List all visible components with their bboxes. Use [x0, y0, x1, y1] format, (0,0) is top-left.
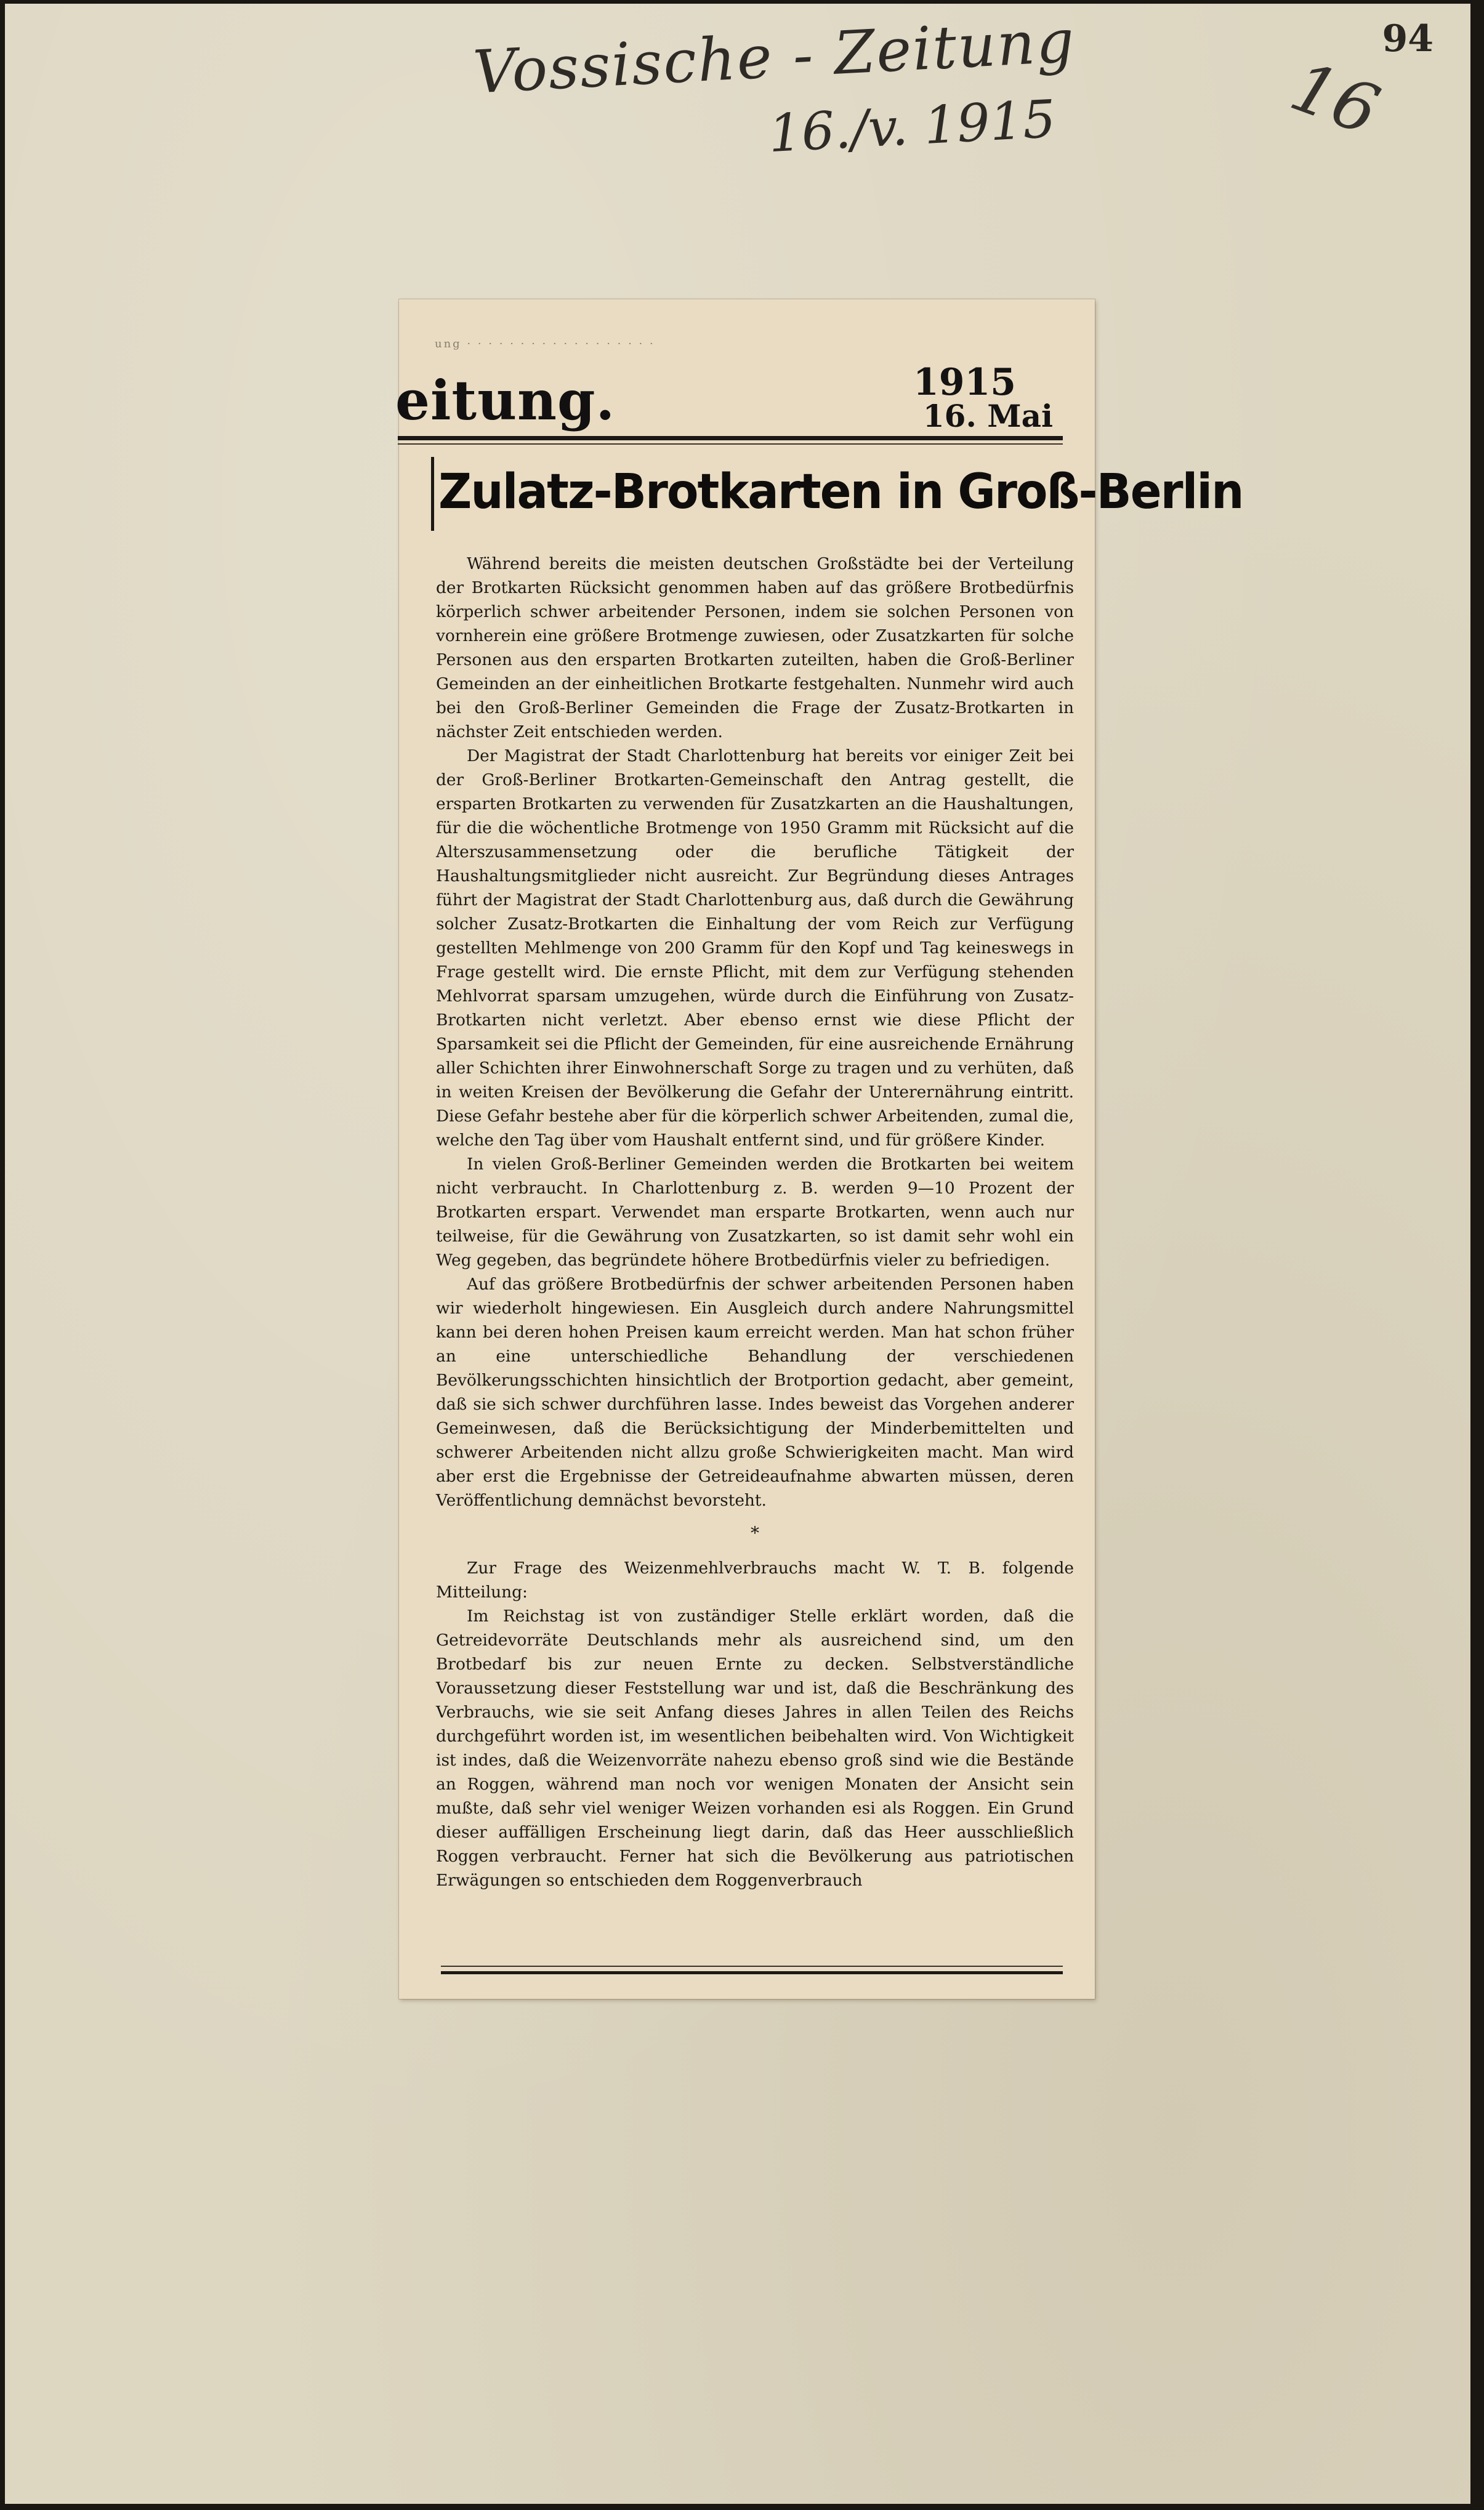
masthead-date: 16. Mai	[922, 398, 1053, 434]
folio-handwritten: 16	[1281, 46, 1389, 151]
paragraph: In vielen Groß-Berliner Gemeinden werden die Brotkarten bei weitem nicht verbraucht. In Charlottenburg z. B. werden 9—10 Prozent der Brotkarten erspart. Verwendet man ersparte Brotkarten, wenn auch nur teilweise, für die Gewährung von Zusatzkarten, so ist damit sehr wohl ein Weg gegeben, das begründete höhere Brotbedürfnis vieler zu befriedigen.	[436, 1155, 1074, 1270]
clipping-content	[395, 299, 1243, 1999]
bottom-rule	[441, 1971, 1063, 1974]
paragraph: Der Magistrat der Stadt Charlottenburg hat bereits vor einiger Zeit bei der Groß-Berliner Brotkarten-Gemeinschaft den Antrag gestellt, die ersparten Brotkarten zu verwenden für Zusatzkarten an die Haushaltungen, für die die wöchentliche Brotmenge von 1950 Gramm mit Rücksicht auf die Alterszusammensetzung oder die berufliche Tätigkeit der Haushaltungsmitglieder nicht ausreicht. Zur Begründung dieses Antrages führt der Magistrat der Stadt Charlottenburg aus, daß durch die Gewährung solcher Zusatz-Brotkarten die Einhaltung der vom Reich zur Verfügung gestellten Mehlmenge von 200 Gramm für den Kopf und Tag keineswegs in Frage gestellt wird. Die ernste Pflicht, mit dem zur Verfügung stehenden Mehlvorrat sparsam umzugehen, würde durch die Einführung von Zusatz-Brotkarten nicht verletzt. Aber ebenso ernst wie diese Pflicht der Sparsamkeit sei die Pflicht der Gemeinden, für eine ausreichende Ernährung aller Schichten ihrer Einwohnerschaft Sorge zu tragen und zu verhüten, daß in weiten Kreisen der Bevölkerung die Gefahr der Unterernährung eintritt. Diese Gefahr bestehe aber für die körperlich schwer Arbeitenden, zumal die, welche den Tag über vom Haushalt entfernt sind, und für größere Kinder.	[436, 746, 1074, 1150]
masthead-rule	[398, 436, 1063, 440]
article-headline: Zulatz-Brotkarten in Groß-Berlin	[438, 464, 1243, 520]
handwritten-date: 16./v. 1915	[767, 88, 1057, 164]
archive-sheet	[5, 4, 1470, 2504]
masthead-strip: ung · · · · · · · · · · · · · · · · · ·	[435, 337, 655, 350]
paragraph: Im Reichstag ist von zuständiger Stelle erklärt worden, daß die Getreidevorräte Deutschlands mehr als ausreichend sind, um den Brotbedarf bis zur neuen Ernte zu decken. Selbstverständliche Voraussetzung dieser Feststellung war und ist, daß die Beschränkung des Verbrauchs, wie sie seit Anfang dieses Jahres in allen Teilen des Reichs durchgeführt worden ist, im wesentlichen beibehalten wird. Von Wichtigkeit ist indes, daß die Weizenvorräte nahezu ebenso groß sind wie die Bestände an Roggen, während man noch vor wenigen Monaten der Ansicht sein mußte, daß sehr viel weniger Weizen vorhanden esi als Roggen. Ein Grund dieser auffälligen Erscheinung liegt darin, daß das Heer ausschließlich Roggen verbraucht. Ferner hat sich die Bevölkerung aus patriotischen Erwägungen so entschieden dem Roggenverbrauch	[436, 1607, 1074, 1890]
handwritten-title: Vossische - Zeitung	[471, 6, 1077, 107]
article-body	[436, 552, 1074, 1892]
newspaper-clipping	[395, 299, 1243, 1999]
bottom-rule-thin	[441, 1966, 1063, 1967]
masthead-year: 1915	[913, 361, 1016, 404]
paragraph: Während bereits die meisten deutschen Großstädte bei der Verteilung der Brotkarten Rücksicht genommen haben auf das größere Brotbedürfnis körperlich schwer arbeitender Personen, indem sie solchen Personen von vornherein eine größere Brotmenge zuwiesen, oder Zusatzkarten für solche Personen aus den ersparten Brotkarten zuteilten, haben die Groß-Berliner Gemeinden an der einheitlichen Brotkarte festgehalten. Nunmehr wird auch bei den Groß-Berliner Gemeinden die Frage der Zusatz-Brotkarten in nächster Zeit entschieden werden.	[436, 554, 1074, 741]
masthead-name: eitung.	[395, 368, 616, 432]
paragraph: Zur Frage des Weizenmehlverbrauchs macht W. T. B. folgende Mitteilung:	[436, 1559, 1074, 1602]
headline-bar	[431, 457, 434, 531]
folio-number: 94	[1382, 17, 1434, 60]
paragraph: Auf das größere Brotbedürfnis der schwer arbeitenden Personen haben wir wiederholt hingewiesen. Ein Ausgleich durch andere Nahrungsmittel kann bei deren hohen Preisen kaum erreicht werden. Man hat schon früher an eine unterschiedliche Behandlung der verschiedenen Bevölkerungsschichten hinsichtlich der Brotportion gedacht, aber gemeint, daß sie sich schwer durchführen lasse. Indes beweist das Vorgehen anderer Gemeinwesen, daß die Berücksichtigung der Minderbemittelten und schwerer Arbeitenden nicht allzu große Schwierigkeiten macht. Man wird aber erst die Ergebnisse der Getreideaufnahme abwarten müssen, deren Veröffentlichung demnächst bevorsteht.	[436, 1275, 1074, 1510]
section-separator: *	[751, 1523, 759, 1543]
masthead-rule-thin	[398, 443, 1063, 445]
